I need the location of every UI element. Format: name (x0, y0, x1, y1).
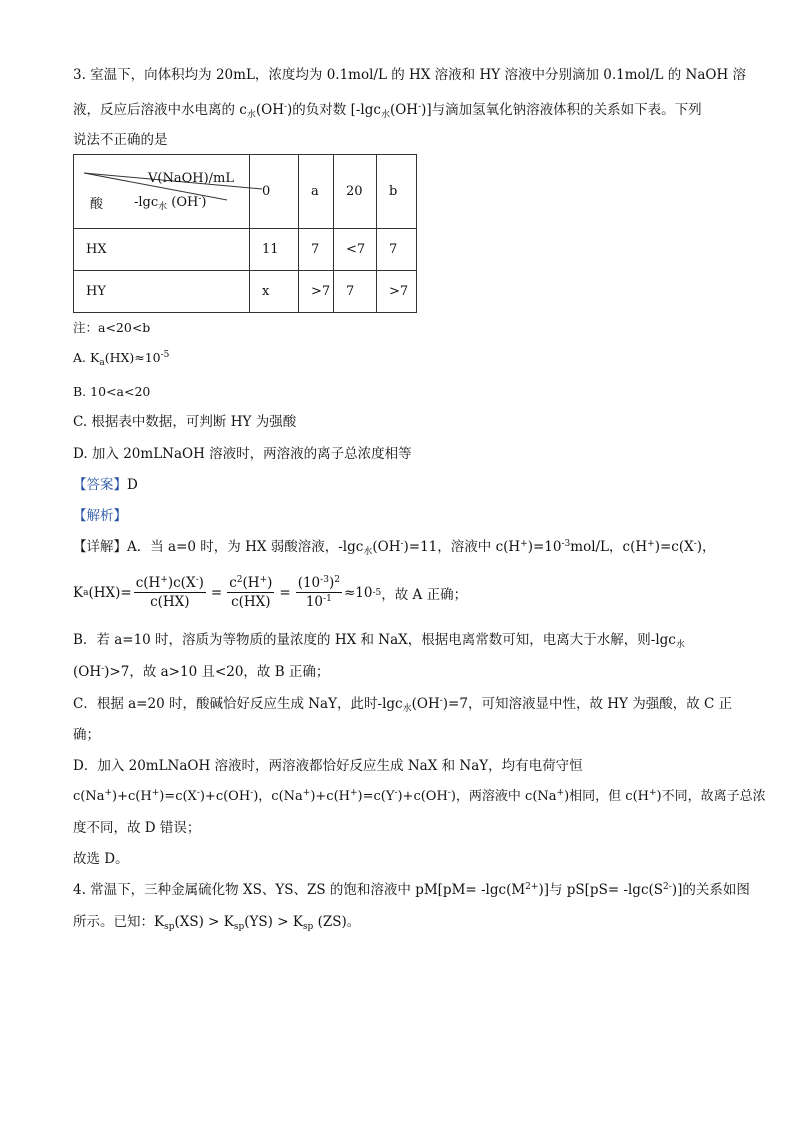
detail-d-line1: D．加入 20mLNaOH 溶液时，两溶液都恰好反应生成 NaX 和 NaY，均有电荷守恒 (73, 758, 583, 774)
header-bottom-label: -lgc$_水$ (OH-) (134, 194, 207, 212)
table-row (74, 271, 417, 313)
detail-b-line2: (OH-)>7，故 a>10 且<20，故 B 正确； (73, 664, 330, 680)
header-top-label: V(NaOH)/mL (148, 171, 234, 186)
q3-stem-line3: 说法不正确的是 (73, 132, 168, 148)
fraction-1: $\frac{c(H^+)c(X^-)}{c(HX)}$ (135, 575, 204, 610)
table-cell: 7 (377, 229, 417, 271)
row-label-hy: HY (74, 271, 250, 313)
fraction-2: $\frac{c^2(H^+)}{c(HX)}$ (229, 575, 273, 610)
detail-c-line1: C．根据 a=20 时，酸碱恰好反应生成 NaY，此时-lgc$_水$(OH-)=7，可知溶液显中性，故 HY 为强酸，故 C 正 (73, 696, 733, 714)
q4-stem-line2: 所示。已知：$K_{sp}(XS) > K_{sp}(YS) > K_{sp}$ (ZS)。 (73, 914, 361, 932)
col-header-a: a (299, 155, 334, 229)
table-cell: 7 (334, 271, 377, 313)
conclusion-line: 故选 D。 (73, 851, 129, 867)
col-header-b: b (377, 155, 417, 229)
q3-stem-line1: 3. 室温下，向体积均为 20mL，浓度均为 0.1mol/L 的 HX 溶液和 HY 溶液中分别滴加 0.1mol/L 的 NaOH 溶 (73, 67, 747, 83)
answer-tag: 【答案】 (73, 477, 127, 493)
q3-note: 注：a<20<b (73, 320, 151, 335)
detail-d-line3: 度不同，故 D 错误； (73, 820, 201, 836)
table-cell: >7 (377, 271, 417, 313)
table-cell: >7 (299, 271, 334, 313)
q3-stem-line2: 液，反应后溶液中水电离的 $c_水(OH^-)$的负对数 [-lgc$_水$(OH-)]与滴加氢氧化钠溶液体积的关系如下表。下列 (73, 102, 702, 120)
table-header-row (74, 155, 417, 229)
ka-formula: K a (HX)= $\frac{c(H^+)c(X^-)}{c(HX)}$ = $\frac{c^2(H^+)}{c(HX)}$ = $\frac{(10^{-3})^2}{10^{-1}}$ ≈10 -5 ，故 A 正确； (73, 575, 468, 610)
q3-data-table (73, 154, 417, 313)
table-cell: 11 (250, 229, 299, 271)
analysis-tag: 【解析】 (73, 508, 127, 524)
row-label-hx: HX (74, 229, 250, 271)
fraction-3: $\frac{(10^{-3})^2}{10^{-1}}$ (297, 575, 340, 610)
answer-value: D (127, 477, 138, 493)
col-header-20: 20 (334, 155, 377, 229)
detail-b-line1: B．若 a=10 时，溶质为等物质的量浓度的 HX 和 NaX，根据电离常数可知，电离大于水解，则-lgc$_水$ (73, 632, 685, 650)
detail-d-line2: c(Na+)+c(H+)=c(X-)+c(OH-)，c(Na+)+c(H+)=c(Y-)+c(OH-)，两溶液中 c(Na+)相同，但 c(H+)不同，故离子总浓 (73, 788, 766, 804)
option-c: C. 根据表中数据，可判断 HY 为强酸 (73, 414, 297, 430)
table-cell: <7 (334, 229, 377, 271)
answer-line (73, 475, 138, 495)
diagonal-lines (74, 155, 262, 229)
header-left-label: 酸 (90, 197, 104, 212)
diagonal-header-cell (74, 155, 250, 229)
table-row (74, 229, 417, 271)
analysis-line (73, 506, 127, 526)
table-cell: x (250, 271, 299, 313)
option-b: B. 10<a<20 (73, 384, 151, 399)
detail-a-line: 【详解】A．当 a=0 时，为 HX 弱酸溶液，-lgc$_水$(OH-)=11，溶液中 $c(H^+)=10^{-3}mol/L$，c(H+)=c(X-)， (73, 539, 716, 557)
option-d: D. 加入 20mLNaOH 溶液时，两溶液的离子总浓度相等 (73, 446, 412, 462)
q4-stem-line1: 4. 常温下，三种金属硫化物 XS、YS、ZS 的饱和溶液中 $pM[pM= -\lg c(M^{2+})]$与 $pS[pS= -\lg c(S^{2-})]$的关系如图 (73, 882, 750, 898)
detail-tag: 【详解】 (73, 539, 127, 555)
col-header-0: 0 (250, 155, 299, 229)
option-a: A. $K_a(HX)\approx 10^{-5}$ (73, 350, 170, 368)
table-cell: 7 (299, 229, 334, 271)
detail-c-line2: 确； (73, 727, 100, 743)
